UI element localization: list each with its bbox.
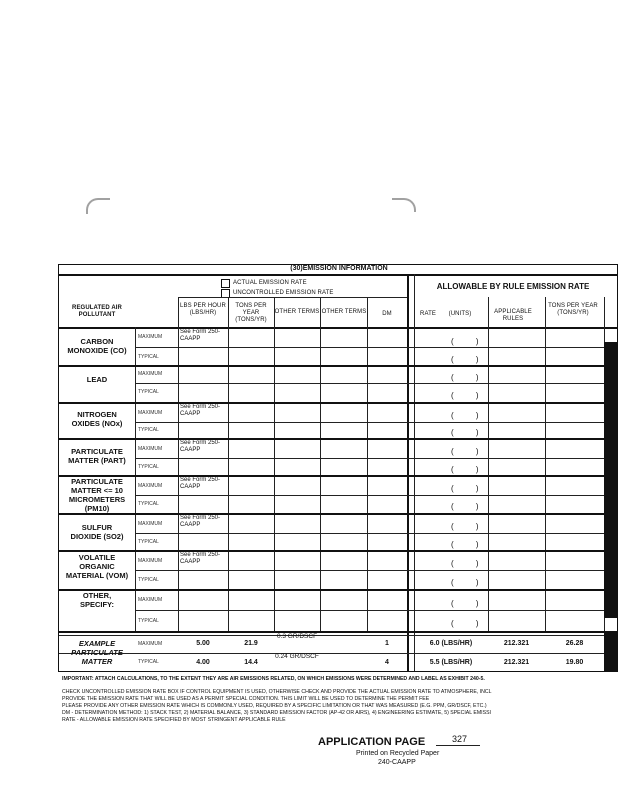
- printed-note: Printed on Recycled Paper: [356, 750, 440, 757]
- units-paren: ( ): [451, 373, 479, 382]
- col-pollutant: REGULATED AIR POLLUTANT: [72, 305, 122, 318]
- so2-maximum-label: MAXIMUM: [138, 521, 163, 527]
- units-paren: ( ): [451, 484, 479, 493]
- pollutant-pm10: PARTICULATE MATTER <= 10 MICROMETERS (PM10): [68, 477, 126, 513]
- example-typical-label: TYPICAL: [138, 659, 159, 665]
- pollutant-part: PARTICULATE MATTER (PART): [68, 447, 126, 465]
- units-paren: ( ): [451, 522, 479, 531]
- units-paren: ( ): [451, 540, 479, 549]
- footnote-2: PROVIDE THE EMISSION RATE THAT WILL BE USED AS A PERMIT SPECIAL CONDITION. THIS LIMIT WILL BE USED TO DETERMINE THE PERMIT FEE: [62, 696, 430, 702]
- example-label: EXAMPLE PARTICULATE MATTER: [71, 639, 123, 666]
- pollutant-co: CARBON MONOXIDE (CO): [67, 337, 127, 355]
- units-paren: ( ): [451, 391, 479, 400]
- example-typ-rate: 5.5 (LBS/HR): [429, 659, 473, 666]
- part-see-form: See Form 250-CAAPP: [180, 440, 221, 453]
- units-paren: ( ): [451, 578, 479, 587]
- example-typ-tons2: 19.80: [565, 659, 584, 666]
- other-maximum-label: MAXIMUM: [138, 597, 163, 603]
- col-rate: RATE: [420, 311, 436, 317]
- units-paren: ( ): [451, 428, 479, 437]
- col-dm: DM: [382, 311, 392, 317]
- footnote-1: CHECK UNCONTROLLED EMISSION RATE BOX IF CONTROL EQUIPMENT IS USED, OTHERWISE CHECK AND PROVIDE THE ACTUAL EMISSION RATE TO ATMOSPHERE, INCL: [62, 689, 492, 695]
- part-typical-label: TYPICAL: [138, 464, 159, 470]
- footnote-4: DM - DETERMINATION METHOD: 1) STACK TEST, 2) MATERIAL BALANCE, 3) STANDARD EMISSION FACTOR (AP-42 OR AIRS), 4) ENGINEERING ESTIMATE, 5) SPECIAL EMISSI: [62, 710, 491, 716]
- vom-maximum-label: MAXIMUM: [138, 558, 163, 564]
- scan-black-bar: [604, 632, 618, 672]
- units-paren: ( ): [451, 619, 479, 628]
- pollutant-so2: SULFUR DIOXIDE (SO2): [70, 523, 124, 541]
- units-paren: ( ): [451, 411, 479, 420]
- actual-emission-checkbox[interactable]: [221, 279, 230, 288]
- nox-maximum-label: MAXIMUM: [138, 410, 163, 416]
- units-paren: ( ): [451, 465, 479, 474]
- col-units: (UNITS): [448, 311, 472, 317]
- example-typ-tons: 14.4: [244, 659, 258, 666]
- pm10-typical-label: TYPICAL: [138, 501, 159, 507]
- col-tons-per-year: TONS PER YEAR (TONS/YR): [235, 303, 267, 323]
- col-tons-per-year-allowable: TONS PER YEAR (TONS/YR): [548, 303, 598, 316]
- uncontrolled-emission-label: UNCONTROLLED EMISSION RATE: [233, 290, 334, 296]
- lead-typical-label: TYPICAL: [138, 389, 159, 395]
- section-title: (30)EMISSION INFORMATION: [290, 265, 388, 272]
- lead-maximum-label: MAXIMUM: [138, 371, 163, 377]
- units-paren: ( ): [451, 355, 479, 364]
- units-paren: ( ): [451, 559, 479, 568]
- scan-artifact-left: [86, 198, 110, 214]
- example-typ-other: 0.24 GR/DSCF: [275, 653, 319, 660]
- example-max-tons: 21.9: [244, 640, 258, 647]
- pollutant-vom: VOLATILE ORGANIC MATERIAL (VOM): [65, 553, 129, 580]
- footnote-5: RATE - ALLOWABLE EMISSION RATE SPECIFIED BY MOST STRINGENT APPLICABLE RULE: [62, 717, 286, 723]
- example-max-other: 0.3 GR/DSCF: [276, 633, 318, 640]
- pollutant-lead: LEAD: [86, 375, 108, 384]
- example-max-lbs: 5.00: [196, 640, 210, 647]
- example-typ-rules: 212.321: [503, 659, 530, 666]
- page-number-underline: [436, 745, 480, 746]
- so2-typical-label: TYPICAL: [138, 539, 159, 545]
- example-typ-lbs: 4.00: [196, 659, 210, 666]
- example-typ-dm: 4: [385, 659, 389, 666]
- allowable-header: ALLOWABLE BY RULE EMISSION RATE: [436, 282, 590, 291]
- pm10-maximum-label: MAXIMUM: [138, 483, 163, 489]
- scan-black-bar: [604, 342, 618, 618]
- units-paren: ( ): [451, 502, 479, 511]
- pollutant-nox: NITROGEN OXIDES (NOx): [71, 410, 123, 428]
- col-other-terms-1: OTHER TERMS: [274, 309, 320, 315]
- example-max-rules: 212.321: [503, 640, 530, 647]
- example-max-rate: 6.0 (LBS/HR): [429, 640, 473, 647]
- vom-see-form: See Form 250-CAAPP: [180, 552, 221, 565]
- units-paren: ( ): [451, 447, 479, 456]
- pollutant-other: OTHER, SPECIFY:: [79, 591, 115, 609]
- emission-information-table: [58, 264, 618, 672]
- form-number: 240-CAAPP: [378, 759, 416, 766]
- col-applicable-rules: APPLICABLE RULES: [494, 309, 532, 322]
- important-note: IMPORTANT: ATTACH CALCULATIONS, TO THE EXTENT THEY ARE AIR EMISSIONS RELATED, ON WHICH EMISSIONS WERE DETERMINED AND LABEL AS EXHIBIT 240-5.: [62, 676, 485, 682]
- nox-typical-label: TYPICAL: [138, 427, 159, 433]
- example-max-tons2: 26.28: [565, 640, 584, 647]
- pm10-see-form: See Form 250-CAAPP: [180, 477, 221, 490]
- co-see-form: See Form 250-CAAPP: [180, 329, 221, 342]
- vom-typical-label: TYPICAL: [138, 577, 159, 583]
- units-paren: ( ): [451, 337, 479, 346]
- nox-see-form: See Form 250-CAAPP: [180, 404, 221, 417]
- co-maximum-label: MAXIMUM: [138, 334, 163, 340]
- co-typical-label: TYPICAL: [138, 354, 159, 360]
- actual-emission-label: ACTUAL EMISSION RATE: [233, 280, 307, 286]
- footnote-3: PLEASE PROVIDE ANY OTHER EMISSION RATE WHICH IS COMMONLY USED, REQUIRED BY A SPECIFIC LIMITATION OR THAT WAS MEASURED (E.G. PPM, GR/DSCF, ETC.): [62, 703, 487, 709]
- part-maximum-label: MAXIMUM: [138, 446, 163, 452]
- col-lbs-per-hour: LBS PER HOUR (LBS/HR): [180, 303, 226, 316]
- other-typical-label: TYPICAL: [138, 618, 159, 624]
- example-max-dm: 1: [385, 640, 389, 647]
- units-paren: ( ): [451, 599, 479, 608]
- example-maximum-label: MAXIMUM: [138, 641, 163, 647]
- so2-see-form: See Form 250-CAAPP: [180, 515, 221, 528]
- col-other-terms-2: OTHER TERMS: [321, 309, 367, 315]
- application-page-number: 327: [452, 734, 468, 744]
- scan-artifact-right: [392, 198, 416, 212]
- application-page-label: APPLICATION PAGE: [318, 736, 426, 748]
